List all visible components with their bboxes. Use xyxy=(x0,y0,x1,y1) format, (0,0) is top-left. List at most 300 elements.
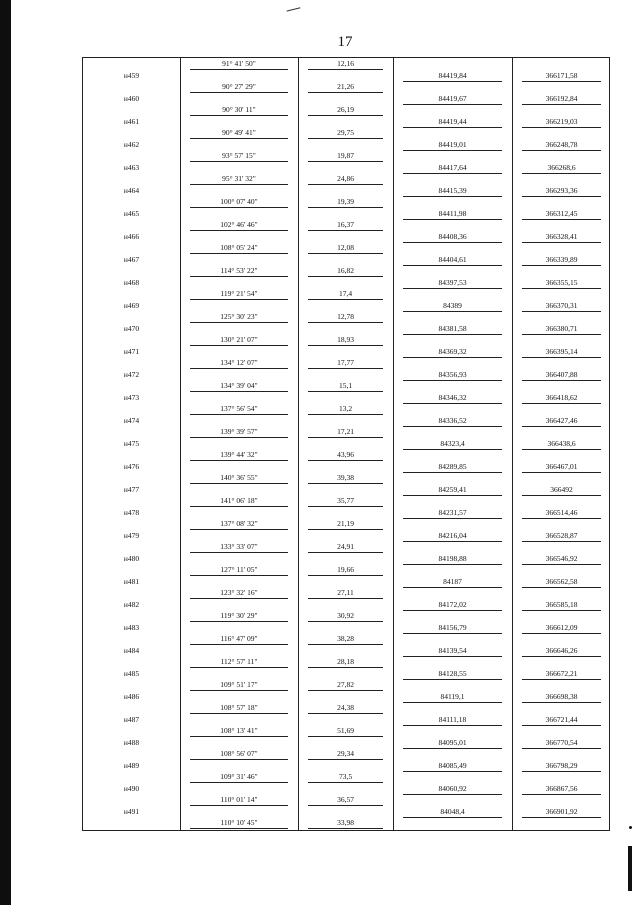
coord-x-cell: 84111,18 xyxy=(438,714,467,724)
value-underline xyxy=(190,460,288,461)
value-underline xyxy=(190,598,288,599)
point-name-cell: н484 xyxy=(123,645,140,655)
value-underline xyxy=(190,391,288,392)
distance-cell: 17,21 xyxy=(337,427,354,436)
coord-y-cell: 366407,88 xyxy=(545,369,578,379)
value-underline xyxy=(190,759,288,760)
point-name-cell: н469 xyxy=(123,300,140,310)
value-underline xyxy=(403,265,502,266)
value-underline xyxy=(403,610,502,611)
value-underline xyxy=(308,207,383,208)
value-underline xyxy=(190,644,288,645)
value-underline xyxy=(190,506,288,507)
angle-cell: 139° 39' 57" xyxy=(220,427,258,436)
coord-x-cell: 84128,55 xyxy=(438,668,467,678)
point-name-cell: н463 xyxy=(123,162,140,172)
value-underline xyxy=(308,805,383,806)
value-underline xyxy=(403,656,502,657)
value-underline xyxy=(190,414,288,415)
distance-cell: 17,77 xyxy=(337,358,354,367)
angle-cell: 100° 07' 40" xyxy=(220,197,258,206)
angle-cell: 114° 53' 22" xyxy=(220,266,258,275)
coord-x-cell: 84415,39 xyxy=(438,185,467,195)
value-underline xyxy=(403,633,502,634)
value-underline xyxy=(308,828,383,829)
value-underline xyxy=(190,138,288,139)
distance-cell: 33,98 xyxy=(337,818,354,827)
coord-y-cell: 366171,58 xyxy=(545,70,578,80)
point-name-cell: н472 xyxy=(123,369,140,379)
value-underline xyxy=(522,587,601,588)
value-underline xyxy=(522,449,601,450)
value-underline xyxy=(308,713,383,714)
point-name-cell: н477 xyxy=(123,484,140,494)
coord-x-cell: 84139,54 xyxy=(438,645,467,655)
value-underline xyxy=(308,368,383,369)
coord-y-cell: 366672,21 xyxy=(545,668,578,678)
value-underline xyxy=(403,817,502,818)
value-underline xyxy=(403,104,502,105)
point-name-cell: н462 xyxy=(123,139,140,149)
point-name-cell: н470 xyxy=(123,323,140,333)
coord-y-cell: 366546,92 xyxy=(545,553,578,563)
value-underline xyxy=(403,334,502,335)
angle-cell: 127° 11' 05" xyxy=(220,565,258,574)
point-name-cell: н481 xyxy=(123,576,140,586)
distance-cell: 30,92 xyxy=(337,611,354,620)
distance-cell: 24,86 xyxy=(337,174,354,183)
scan-left-edge xyxy=(0,0,11,905)
distance-cell: 43,96 xyxy=(337,450,354,459)
angle-cell: 137° 56' 54" xyxy=(220,404,258,413)
value-underline xyxy=(308,690,383,691)
coord-x-cell: 84198,88 xyxy=(438,553,467,563)
coord-x-cell: 84404,61 xyxy=(438,254,467,264)
angle-cell: 134° 12' 07" xyxy=(220,358,258,367)
value-underline xyxy=(522,794,601,795)
coord-x-cell: 84156,79 xyxy=(438,622,467,632)
distance-cell: 24,91 xyxy=(337,542,354,551)
value-underline xyxy=(522,725,601,726)
value-underline xyxy=(522,288,601,289)
point-name-cell: н471 xyxy=(123,346,140,356)
coord-x-cell: 84289,85 xyxy=(438,461,467,471)
coord-y-cell: 366339,89 xyxy=(545,254,578,264)
coord-y-cell: 366380,71 xyxy=(545,323,578,333)
coord-x-cell: 84060,92 xyxy=(438,783,467,793)
angle-cell: 125° 30' 23" xyxy=(220,312,258,321)
value-underline xyxy=(403,311,502,312)
value-underline xyxy=(308,230,383,231)
value-underline xyxy=(403,403,502,404)
angle-cell: 119° 21' 54" xyxy=(220,289,258,298)
distance-cell: 21,19 xyxy=(337,519,354,528)
value-underline xyxy=(190,345,288,346)
coord-x-cell: 84187 xyxy=(443,576,462,586)
value-underline xyxy=(522,150,601,151)
point-name-cell: н489 xyxy=(123,760,140,770)
value-underline xyxy=(522,748,601,749)
value-underline xyxy=(403,771,502,772)
value-underline xyxy=(190,69,288,70)
value-underline xyxy=(522,656,601,657)
value-underline xyxy=(190,92,288,93)
value-underline xyxy=(522,219,601,220)
coord-y-cell: 366370,31 xyxy=(545,300,578,310)
distance-cell: 27,11 xyxy=(337,588,354,597)
value-underline xyxy=(308,414,383,415)
value-underline xyxy=(522,242,601,243)
angle-cell: 90° 30' 11" xyxy=(222,105,256,114)
coord-x-cell: 84419,44 xyxy=(438,116,467,126)
angle-cell: 93° 57' 15" xyxy=(222,151,256,160)
value-underline xyxy=(403,426,502,427)
coord-y-cell: 366438,6 xyxy=(547,438,576,448)
coord-y-cell: 366901,92 xyxy=(545,806,578,816)
value-underline xyxy=(308,575,383,576)
value-underline xyxy=(403,196,502,197)
coord-y-cell: 366612,09 xyxy=(545,622,578,632)
point-name-cell: н465 xyxy=(123,208,140,218)
coord-x-cell: 84408,36 xyxy=(438,231,467,241)
value-underline xyxy=(403,794,502,795)
coord-y-cell: 366219,03 xyxy=(545,116,578,126)
value-underline xyxy=(308,345,383,346)
value-underline xyxy=(190,828,288,829)
value-underline xyxy=(190,552,288,553)
coord-y-cell: 366312,45 xyxy=(545,208,578,218)
angle-cell: 109° 31' 46" xyxy=(220,772,258,781)
value-underline xyxy=(403,449,502,450)
distance-cell: 24,38 xyxy=(337,703,354,712)
value-underline xyxy=(403,242,502,243)
coord-y-cell: 366698,38 xyxy=(545,691,578,701)
coord-x-cell: 84419,01 xyxy=(438,139,467,149)
point-name-cell: н490 xyxy=(123,783,140,793)
point-name-cell: н486 xyxy=(123,691,140,701)
value-underline xyxy=(522,173,601,174)
angle-cell: 108° 05' 24" xyxy=(220,243,258,252)
point-name-cell: н479 xyxy=(123,530,140,540)
distance-cell: 12,16 xyxy=(337,59,354,68)
value-underline xyxy=(522,610,601,611)
value-underline xyxy=(522,679,601,680)
coord-x-cell: 84336,52 xyxy=(438,415,467,425)
angle-cell: 123° 32' 16" xyxy=(220,588,258,597)
coord-y-cell: 366467,01 xyxy=(545,461,578,471)
point-name-cell: н460 xyxy=(123,93,140,103)
value-underline xyxy=(403,173,502,174)
value-underline xyxy=(522,380,601,381)
value-underline xyxy=(403,564,502,565)
value-underline xyxy=(308,161,383,162)
value-underline xyxy=(190,161,288,162)
angle-cell: 116° 47' 09" xyxy=(220,634,258,643)
distance-cell: 13,2 xyxy=(338,404,353,413)
distance-cell: 18,93 xyxy=(337,335,354,344)
value-underline xyxy=(403,725,502,726)
point-name-cell: н459 xyxy=(123,70,140,80)
point-name-cell: н483 xyxy=(123,622,140,632)
point-name-cell: н482 xyxy=(123,599,140,609)
coord-x-cell: 84369,32 xyxy=(438,346,467,356)
value-underline xyxy=(403,81,502,82)
coord-x-cell: 84419,67 xyxy=(438,93,467,103)
distance-cell: 19,66 xyxy=(337,565,354,574)
value-underline xyxy=(308,736,383,737)
value-underline xyxy=(522,817,601,818)
value-underline xyxy=(190,736,288,737)
value-underline xyxy=(308,184,383,185)
coord-x-cell: 84172,02 xyxy=(438,599,467,609)
value-underline xyxy=(403,219,502,220)
value-underline xyxy=(308,598,383,599)
value-underline xyxy=(403,748,502,749)
distance-cell: 19,87 xyxy=(337,151,354,160)
value-underline xyxy=(190,230,288,231)
value-underline xyxy=(190,184,288,185)
coord-y-cell: 366192,84 xyxy=(545,93,578,103)
value-underline xyxy=(308,138,383,139)
point-name-cell: н473 xyxy=(123,392,140,402)
value-underline xyxy=(190,322,288,323)
value-underline xyxy=(190,690,288,691)
value-underline xyxy=(522,334,601,335)
distance-cell: 51,69 xyxy=(337,726,354,735)
coord-y-cell: 366492 xyxy=(550,484,573,494)
value-underline xyxy=(522,541,601,542)
coord-x-cell: 84356,93 xyxy=(438,369,467,379)
scan-pen-mark xyxy=(286,3,301,11)
value-underline xyxy=(403,380,502,381)
distance-cell: 26,19 xyxy=(337,105,354,114)
value-underline xyxy=(522,403,601,404)
coord-x-cell: 84417,64 xyxy=(438,162,467,172)
point-name-cell: н467 xyxy=(123,254,140,264)
coord-x-cell: 84259,41 xyxy=(438,484,467,494)
angle-cell: 110° 10' 45" xyxy=(220,818,258,827)
distance-cell: 15,1 xyxy=(338,381,353,390)
coord-y-cell: 366293,36 xyxy=(545,185,578,195)
value-underline xyxy=(308,621,383,622)
angle-cell: 109° 51' 17" xyxy=(220,680,258,689)
distance-cell: 17,4 xyxy=(338,289,353,298)
angle-cell: 95° 31' 32" xyxy=(222,174,256,183)
angle-cell: 90° 27' 29" xyxy=(222,82,256,91)
distance-cell: 35,77 xyxy=(337,496,354,505)
value-underline xyxy=(403,288,502,289)
distance-cell: 28,18 xyxy=(337,657,354,666)
coord-y-cell: 366514,46 xyxy=(545,507,578,517)
angle-cell: 130° 21' 07" xyxy=(220,335,258,344)
angle-cell: 108° 56' 07" xyxy=(220,749,258,758)
angle-cell: 134° 39' 04" xyxy=(220,381,258,390)
value-underline xyxy=(403,679,502,680)
distance-cell: 73,5 xyxy=(338,772,353,781)
value-underline xyxy=(308,253,383,254)
angle-cell: 112° 57' 11" xyxy=(220,657,258,666)
value-underline xyxy=(190,621,288,622)
value-underline xyxy=(403,472,502,473)
value-underline xyxy=(308,782,383,783)
value-underline xyxy=(190,529,288,530)
coord-y-cell: 366770,54 xyxy=(545,737,578,747)
value-underline xyxy=(403,357,502,358)
value-underline xyxy=(522,265,601,266)
value-underline xyxy=(522,702,601,703)
coord-x-cell: 84119,1 xyxy=(440,691,465,701)
value-underline xyxy=(190,253,288,254)
coord-y-cell: 366395,14 xyxy=(545,346,578,356)
point-name-cell: н464 xyxy=(123,185,140,195)
value-underline xyxy=(308,69,383,70)
value-underline xyxy=(190,207,288,208)
distance-cell: 16,82 xyxy=(337,266,354,275)
value-underline xyxy=(403,587,502,588)
point-name-cell: н491 xyxy=(123,806,140,816)
value-underline xyxy=(308,506,383,507)
value-underline xyxy=(308,115,383,116)
value-underline xyxy=(522,104,601,105)
coord-x-cell: 84216,04 xyxy=(438,530,467,540)
coord-y-cell: 366646,26 xyxy=(545,645,578,655)
value-underline xyxy=(190,437,288,438)
angle-cell: 139° 44' 32" xyxy=(220,450,258,459)
point-name-cell: н478 xyxy=(123,507,140,517)
coord-y-cell: 366355,15 xyxy=(545,277,578,287)
distance-cell: 12,78 xyxy=(337,312,354,321)
coord-y-cell: 366585,18 xyxy=(545,599,578,609)
value-underline xyxy=(308,460,383,461)
angle-cell: 108° 57' 18" xyxy=(220,703,258,712)
coord-x-cell: 84323,4 xyxy=(440,438,465,448)
page-number: 17 xyxy=(337,34,353,50)
distance-cell: 36,57 xyxy=(337,795,354,804)
value-underline xyxy=(403,127,502,128)
angle-cell: 91° 41' 50" xyxy=(222,59,256,68)
angle-cell: 110° 01' 14" xyxy=(220,795,258,804)
value-underline xyxy=(308,391,383,392)
value-underline xyxy=(522,518,601,519)
value-underline xyxy=(308,92,383,93)
value-underline xyxy=(522,771,601,772)
value-underline xyxy=(190,368,288,369)
coord-x-cell: 84411,98 xyxy=(438,208,467,218)
distance-cell: 19,39 xyxy=(337,197,354,206)
value-underline xyxy=(522,633,601,634)
value-underline xyxy=(308,644,383,645)
distance-cell: 38,28 xyxy=(337,634,354,643)
coordinates-table xyxy=(82,57,610,831)
distance-cell: 12,08 xyxy=(337,243,354,252)
distance-cell: 29,34 xyxy=(337,749,354,758)
value-underline xyxy=(403,541,502,542)
coord-x-cell: 84419,84 xyxy=(438,70,467,80)
point-name-cell: н474 xyxy=(123,415,140,425)
coord-y-cell: 366427,46 xyxy=(545,415,578,425)
coord-y-cell: 366867,56 xyxy=(545,783,578,793)
point-name-cell: н468 xyxy=(123,277,140,287)
point-name-cell: н488 xyxy=(123,737,140,747)
value-underline xyxy=(190,667,288,668)
point-name-cell: н485 xyxy=(123,668,140,678)
value-underline xyxy=(308,437,383,438)
coord-y-cell: 366418,62 xyxy=(545,392,578,402)
angle-cell: 141° 06' 18" xyxy=(220,496,258,505)
coord-y-cell: 366328,41 xyxy=(545,231,578,241)
scan-right-edge xyxy=(628,846,632,891)
value-underline xyxy=(308,322,383,323)
angle-cell: 102° 46' 46" xyxy=(220,220,258,229)
value-underline xyxy=(522,495,601,496)
value-underline xyxy=(403,495,502,496)
angle-cell: 119° 30' 29" xyxy=(220,611,258,620)
value-underline xyxy=(403,518,502,519)
distance-cell: 16,37 xyxy=(337,220,354,229)
value-underline xyxy=(522,357,601,358)
coord-x-cell: 84397,53 xyxy=(438,277,467,287)
coord-x-cell: 84231,57 xyxy=(438,507,467,517)
value-underline xyxy=(190,276,288,277)
value-underline xyxy=(190,483,288,484)
value-underline xyxy=(308,299,383,300)
value-underline xyxy=(522,426,601,427)
point-name-cell: н461 xyxy=(123,116,140,126)
angle-cell: 108° 13' 41" xyxy=(220,726,258,735)
value-underline xyxy=(403,150,502,151)
angle-cell: 140° 36' 55" xyxy=(220,473,258,482)
value-underline xyxy=(522,81,601,82)
point-name-cell: н480 xyxy=(123,553,140,563)
value-underline xyxy=(522,127,601,128)
value-underline xyxy=(308,276,383,277)
value-underline xyxy=(190,713,288,714)
coord-x-cell: 84048,4 xyxy=(440,806,465,816)
value-underline xyxy=(522,311,601,312)
coord-x-cell: 84381,58 xyxy=(438,323,467,333)
coord-x-cell: 84085,49 xyxy=(438,760,467,770)
coord-y-cell: 366798,29 xyxy=(545,760,578,770)
point-name-cell: н466 xyxy=(123,231,140,241)
distance-cell: 27,82 xyxy=(337,680,354,689)
distance-cell: 29,75 xyxy=(337,128,354,137)
value-underline xyxy=(308,483,383,484)
value-underline xyxy=(190,575,288,576)
coord-y-cell: 366268,6 xyxy=(547,162,576,172)
angle-cell: 133° 33' 07" xyxy=(220,542,258,551)
value-underline xyxy=(190,805,288,806)
coord-x-cell: 84346,32 xyxy=(438,392,467,402)
scan-dot xyxy=(629,826,632,829)
coord-y-cell: 366248,78 xyxy=(545,139,578,149)
value-underline xyxy=(522,564,601,565)
value-underline xyxy=(522,196,601,197)
value-underline xyxy=(308,529,383,530)
value-underline xyxy=(522,472,601,473)
point-name-cell: н476 xyxy=(123,461,140,471)
coord-y-cell: 366721,44 xyxy=(545,714,578,724)
point-name-cell: н487 xyxy=(123,714,140,724)
value-underline xyxy=(190,782,288,783)
coord-x-cell: 84389 xyxy=(443,300,462,310)
value-underline xyxy=(308,667,383,668)
value-underline xyxy=(308,759,383,760)
coord-y-cell: 366562,58 xyxy=(545,576,578,586)
value-underline xyxy=(190,115,288,116)
value-underline xyxy=(190,299,288,300)
angle-cell: 90° 49' 41" xyxy=(222,128,256,137)
value-underline xyxy=(403,702,502,703)
